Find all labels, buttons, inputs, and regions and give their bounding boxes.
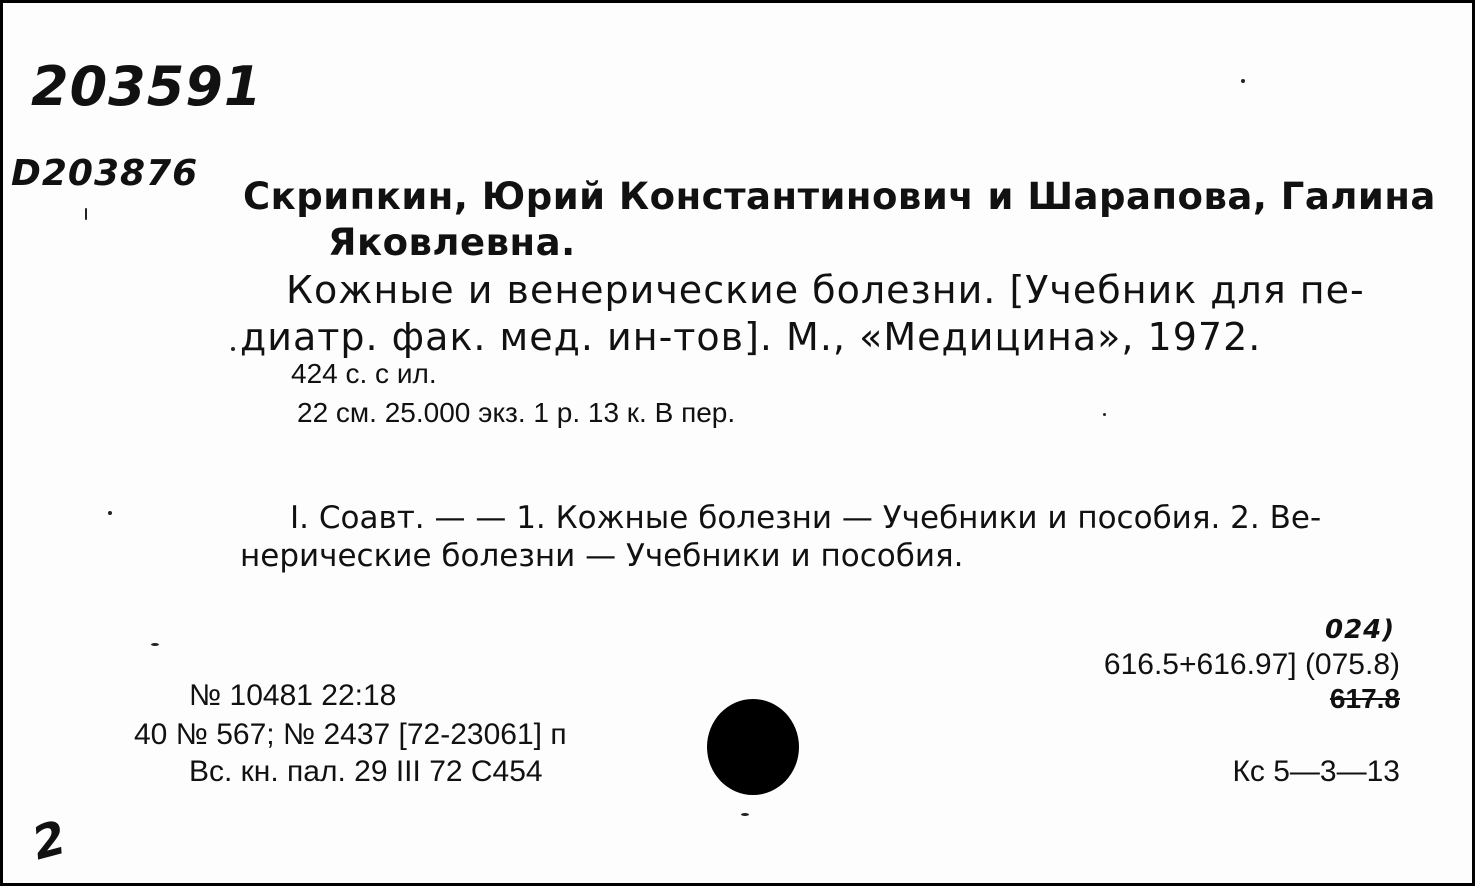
speck <box>1241 79 1245 83</box>
physical-description: 22 см. 25.000 экз. 1 р. 13 к. В пер. <box>297 397 736 428</box>
pagination: 424 с. с ил. <box>291 358 437 389</box>
subject-tracings-line-2: нерические болезни — Учебники и пособия. <box>240 538 964 574</box>
accession-stamp-secondary: D203876 <box>11 153 199 194</box>
corner-handwritten-mark: 2 <box>26 809 73 871</box>
registry-line-1: № 10481 22:18 <box>189 679 397 712</box>
speck <box>741 813 749 816</box>
speck <box>108 511 112 515</box>
author-heading: Скрипкин, Юрий Константинович и Шарапова, Галина <box>243 175 1436 218</box>
speck <box>1103 413 1106 416</box>
speck <box>231 347 235 351</box>
speck <box>85 208 87 220</box>
udc-number: 616.5+616.97] (075.8) <box>1103 648 1400 681</box>
speck <box>151 643 159 646</box>
title-line-1: Кожные и венерические болезни. [Учебник для пе- <box>286 268 1365 312</box>
author-heading-continued: Яковлевна. <box>328 221 576 264</box>
classification-code: Кс 5—3—13 <box>1232 755 1400 788</box>
title-line-2: диатр. фак. мед. ин-тов]. М., «Медицина», 1972. <box>240 315 1262 359</box>
accession-stamp: 203591 <box>31 55 263 118</box>
subject-tracings-line-1: I. Соавт. — — 1. Кожные болезни — Учебники и пособия. 2. Ве- <box>290 500 1322 536</box>
registry-line-3: Вс. кн. пал. 29 III 72 С454 <box>189 755 543 788</box>
registry-line-2: 40 № 567; № 2437 [72-23061] п <box>134 718 567 751</box>
udc-handwritten-note: 024) <box>1325 615 1396 645</box>
udc-old-struck: 617.8 <box>1329 683 1400 714</box>
punch-hole <box>707 699 799 795</box>
